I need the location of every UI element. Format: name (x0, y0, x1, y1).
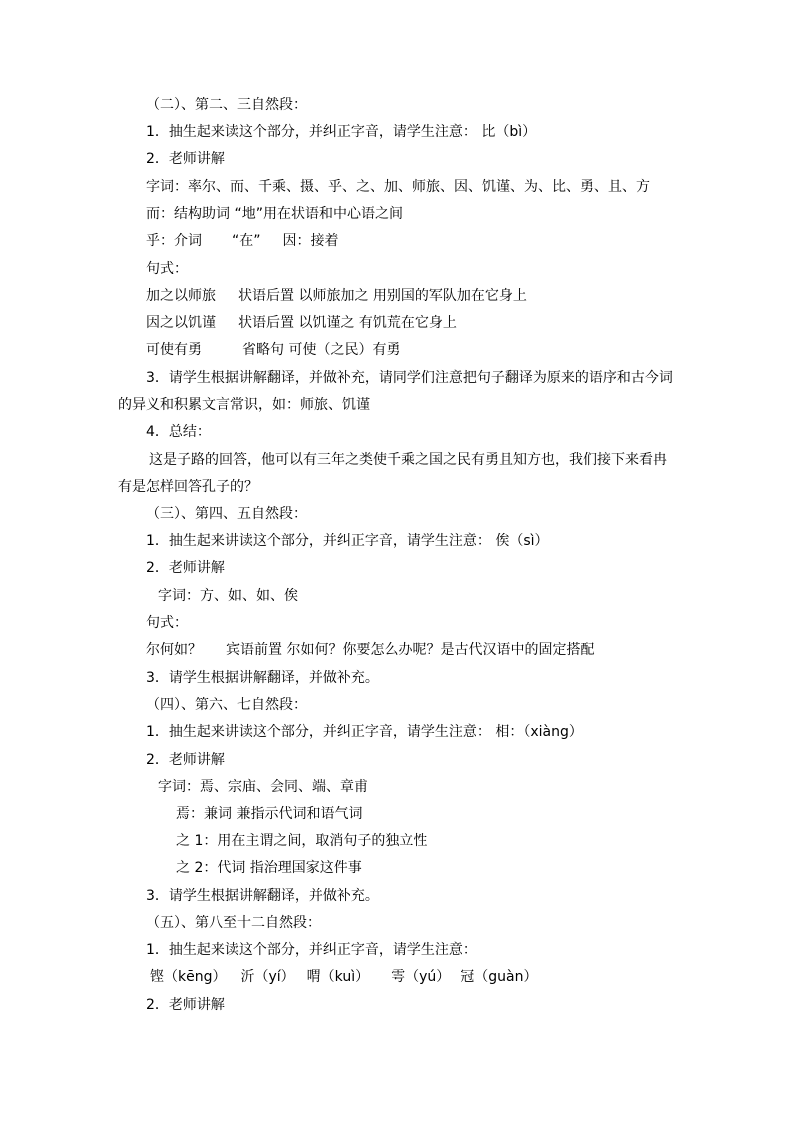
section2-vocab: 字词：率尔、而、千乘、摄、乎、之、加、师旅、因、饥谨、为、比、勇、且、方 (146, 179, 650, 195)
section5-step2: 2．老师讲解 (146, 997, 225, 1013)
section4-step3: 3．请学生根据讲解翻译，并做补充。 (146, 888, 379, 904)
section5-pron-yu: 雩（yú） (391, 969, 451, 985)
section2-sentence-label: 句式： (146, 261, 188, 277)
section4-step1: 1．抽生起来讲读这个部分，并纠正字音，请学生注意： 相：（xiàng） (146, 724, 583, 740)
section4-vocab: 字词：焉、宗庙、会同、端、章甫 (158, 779, 368, 795)
section3-row1-a: 尔何如？ (146, 642, 202, 658)
section3-heading: （三）、第四、五自然段： (146, 506, 307, 522)
section2-er-note: 而：结构助词 “地”用在状语和中心语之间 (146, 206, 403, 222)
section2-step1: 1．抽生起来读这个部分，并纠正字音，请学生注意： 比（bì） (146, 124, 537, 140)
section2-row3-a: 可使有勇 (146, 342, 202, 358)
section2-summary-line1: 这是子路的回答，他可以有三年之类使千乘之国之民有勇且知方也，我们接下来看冉 (149, 452, 667, 468)
section3-step2: 2．老师讲解 (146, 560, 225, 576)
section5-pron-yi: 沂（yí） (240, 969, 295, 985)
section2-step4: 4．总结： (146, 424, 211, 440)
section4-zhi1-note: 之 1：用在主谓之间，取消句子的独立性 (176, 833, 428, 849)
section4-zhi2-note: 之 2：代词 指治理国家这件事 (176, 860, 362, 876)
section3-step1: 1．抽生起来讲读这个部分，并纠正字音，请学生注意： 俟（sì） (146, 533, 549, 549)
section2-row1-b: 状语后置 以师旅加之 用别国的军队加在它身上 (238, 288, 527, 304)
section2-step3-line2: 的异义和积累文言常识，如：师旅、饥谨 (118, 397, 370, 413)
section2-row2-b: 状语后置 以饥谨之 有饥荒在它身上 (238, 315, 457, 331)
section5-pron-keng: 铿（kēng） (150, 969, 227, 985)
section4-step2: 2．老师讲解 (146, 752, 225, 768)
section2-heading: （二）、第二、三自然段： (146, 97, 307, 113)
section5-step1: 1．抽生起来读这个部分，并纠正字音，请学生注意： (146, 942, 477, 958)
section5-pronunciations (150, 967, 538, 987)
section2-row3-b: 省略句 可使（之民）有勇 (242, 342, 401, 358)
section2-summary-line2: 有是怎样回答孔子的？ (118, 479, 258, 495)
section3-step3: 3．请学生根据讲解翻译，并做补充。 (146, 670, 379, 686)
section2-row2-a: 因之以饥谨 (146, 315, 216, 331)
section2-hu-note (146, 231, 339, 251)
section5-pron-guan: 冠（guàn） (460, 969, 538, 985)
section2-hu-note-c: 因：接着 (282, 233, 339, 249)
section5-heading: （五）、第八至十二自然段： (146, 915, 321, 931)
section2-hu-note-b: “在” (232, 233, 261, 249)
section2-step3-line1: 3．请学生根据讲解翻译，并做补充，请同学们注意把句子翻译为原来的语序和古今词 (146, 370, 673, 386)
section2-hu-note-a: 乎：介词 (146, 233, 202, 249)
section3-vocab: 字词：方、如、如、俟 (158, 588, 298, 604)
section4-heading: （四）、第六、七自然段： (146, 697, 307, 713)
section4-yan-note: 焉：兼词 兼指示代词和语气词 (176, 806, 363, 822)
section2-row1-a: 加之以师旅 (146, 288, 216, 304)
section3-sentence-label: 句式： (146, 615, 188, 631)
section3-row1-b: 宾语前置 尔如何？你要怎么办呢？是古代汉语中的固定搭配 (226, 642, 595, 658)
section5-pron-kui: 喟（kuì） (306, 969, 370, 985)
section2-step2: 2．老师讲解 (146, 151, 225, 167)
